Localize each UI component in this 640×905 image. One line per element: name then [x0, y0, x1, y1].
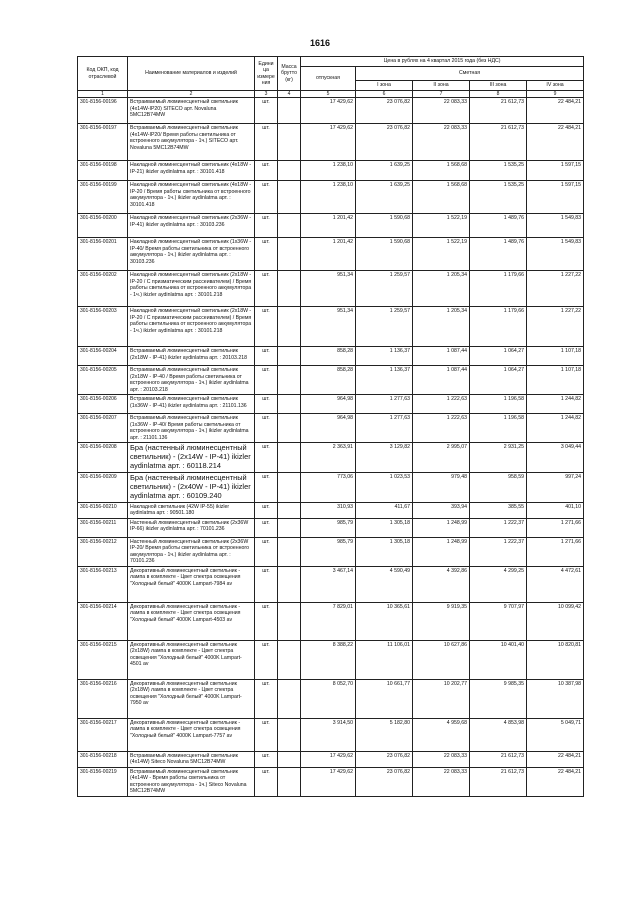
- row-unit: шт.: [255, 537, 278, 566]
- row-unit: шт.: [255, 124, 278, 161]
- row-name: Встраиваемый люминесцентный светильник (2x18W - IP-40 / Время работы светильника от встроенного аккумулятора - 1ч.) ikizler aydinlatma арт. : 20103.218: [128, 366, 255, 395]
- row-name: Накладной люминесцентный светильник (1x36W - IP-40/ Время работы светильника от встроенного аккумулятора - 1ч.) ikizler aydinlatma арт. : 30103.236: [128, 238, 255, 271]
- header-zone-1: I зона: [356, 81, 413, 91]
- row-zone-2-price: 1 222,63: [413, 395, 470, 414]
- row-mass: [278, 98, 301, 124]
- row-unit: шт.: [255, 767, 278, 796]
- row-zone-3-price: 21 612,73: [470, 98, 527, 124]
- row-unit: шт.: [255, 366, 278, 395]
- row-release-price: 2 363,91: [301, 443, 356, 473]
- row-zone-3-price: 9 985,35: [470, 679, 527, 718]
- row-zone-3-price: 1 179,66: [470, 271, 527, 307]
- row-unit: шт.: [255, 718, 278, 751]
- row-release-price: 985,79: [301, 537, 356, 566]
- row-zone-3-price: 10 401,40: [470, 640, 527, 679]
- row-mass: [278, 124, 301, 161]
- row-zone-1-price: 1 277,63: [356, 414, 413, 443]
- row-zone-1-price: 23 076,82: [356, 751, 413, 767]
- row-name: Накладной люминесцентный светильник (4x18W - IP-20 / Время работы светильника от встроенного аккумулятора - 1ч.) ikizler aydinlatma арт. : 30101.418: [128, 181, 255, 214]
- row-zone-3-price: 1 064,27: [470, 347, 527, 366]
- row-unit: шт.: [255, 443, 278, 473]
- row-unit: шт.: [255, 214, 278, 238]
- row-mass: [278, 271, 301, 307]
- table-row: [78, 602, 584, 640]
- row-name: Встраиваемый люминесцентный светильник (1x36W - IP-40/ Время работы светильника от встроенного аккумулятора - 1ч.) ikizler aydinlatma арт. : 21101.136: [128, 414, 255, 443]
- header-name: Наименование материалов и изделий: [128, 57, 255, 91]
- row-zone-2-price: 22 083,33: [413, 124, 470, 161]
- row-mass: [278, 679, 301, 718]
- row-mass: [278, 518, 301, 537]
- row-code: 301-8156-00215: [78, 640, 128, 679]
- row-release-price: 985,79: [301, 518, 356, 537]
- row-mass: [278, 347, 301, 366]
- row-unit: шт.: [255, 751, 278, 767]
- row-unit: шт.: [255, 238, 278, 271]
- row-code: 301-8156-00208: [78, 443, 128, 473]
- row-zone-3-price: 4 299,25: [470, 566, 527, 602]
- row-zone-3-price: 1 489,76: [470, 238, 527, 271]
- row-zone-4-price: 1 227,22: [527, 307, 584, 347]
- header-zone-3: III зона: [470, 81, 527, 91]
- row-mass: [278, 307, 301, 347]
- row-name: Бра (настенный люминесцентный светильник) - (2x14W - IP-41) ikizler aydinlatma арт. : 60118.214: [128, 443, 255, 473]
- row-zone-4-price: 997,24: [527, 472, 584, 502]
- row-zone-4-price: 4 472,61: [527, 566, 584, 602]
- row-zone-2-price: 10 627,86: [413, 640, 470, 679]
- row-code: 301-8156-00206: [78, 395, 128, 414]
- table-row: [78, 271, 584, 307]
- table-row: [78, 640, 584, 679]
- table-row: [78, 214, 584, 238]
- row-zone-4-price: 1 107,18: [527, 366, 584, 395]
- row-zone-1-price: 1 305,18: [356, 518, 413, 537]
- row-code: 301-8156-00207: [78, 414, 128, 443]
- table-row: [78, 161, 584, 181]
- row-mass: [278, 472, 301, 502]
- column-number: 3: [255, 91, 278, 98]
- row-zone-4-price: 22 484,21: [527, 98, 584, 124]
- row-zone-2-price: 979,48: [413, 472, 470, 502]
- row-zone-2-price: 1 522,19: [413, 214, 470, 238]
- row-zone-3-price: 21 612,73: [470, 751, 527, 767]
- row-mass: [278, 414, 301, 443]
- row-release-price: 858,28: [301, 366, 356, 395]
- table-row: [78, 767, 584, 796]
- row-release-price: 17 429,62: [301, 98, 356, 124]
- row-mass: [278, 161, 301, 181]
- row-name: Настенный люминесцентный светильник (2x36W IP-66) ikizler aydinlatma арт. : 70101.236: [128, 518, 255, 537]
- row-zone-3-price: 1 222,37: [470, 518, 527, 537]
- row-name: Накладной светильник (42W IP-55) ikizler aydinlatma арт. : 90501.180: [128, 502, 255, 518]
- row-code: 301-8156-00202: [78, 271, 128, 307]
- row-release-price: 8 388,22: [301, 640, 356, 679]
- table-header: [78, 57, 584, 98]
- row-zone-2-price: 2 995,07: [413, 443, 470, 473]
- column-number: 5: [301, 91, 356, 98]
- row-zone-4-price: 10 820,81: [527, 640, 584, 679]
- column-numbers-row: [78, 91, 584, 98]
- row-zone-3-price: 1 196,58: [470, 395, 527, 414]
- row-zone-1-price: 23 076,82: [356, 124, 413, 161]
- row-zone-1-price: 1 259,57: [356, 271, 413, 307]
- row-zone-4-price: 1 597,15: [527, 181, 584, 214]
- row-zone-3-price: 385,55: [470, 502, 527, 518]
- row-code: 301-8156-00211: [78, 518, 128, 537]
- row-name: Настенный люминесцентный светильник (2x36W IP-20/ Время работы светильника от встроенного аккумулятора - 1ч.) ikizler aydinlatma арт. : 70101.236: [128, 537, 255, 566]
- row-zone-2-price: 4 392,86: [413, 566, 470, 602]
- row-code: 301-8156-00216: [78, 679, 128, 718]
- row-zone-1-price: 1 136,37: [356, 366, 413, 395]
- table-row: [78, 414, 584, 443]
- row-zone-4-price: 1 597,15: [527, 161, 584, 181]
- row-zone-3-price: 958,59: [470, 472, 527, 502]
- row-zone-1-price: 23 076,82: [356, 767, 413, 796]
- row-code: 301-8156-00204: [78, 347, 128, 366]
- row-release-price: 1 238,10: [301, 161, 356, 181]
- row-zone-3-price: 9 707,97: [470, 602, 527, 640]
- table-row: [78, 181, 584, 214]
- row-mass: [278, 214, 301, 238]
- row-zone-3-price: 1 535,25: [470, 181, 527, 214]
- row-zone-4-price: 401,10: [527, 502, 584, 518]
- table-row: [78, 566, 584, 602]
- row-zone-1-price: 4 590,49: [356, 566, 413, 602]
- row-zone-3-price: 4 853,98: [470, 718, 527, 751]
- row-mass: [278, 751, 301, 767]
- row-zone-4-price: 22 484,21: [527, 767, 584, 796]
- row-zone-4-price: 22 484,21: [527, 751, 584, 767]
- row-mass: [278, 537, 301, 566]
- row-name: Встраиваемый люминесцентный светильник (4x14W-IP20) SITECO арт. Novaluna 5MC12B74MW: [128, 98, 255, 124]
- row-release-price: 964,98: [301, 414, 356, 443]
- column-number: 6: [356, 91, 413, 98]
- table-row: [78, 472, 584, 502]
- row-zone-2-price: 22 083,33: [413, 98, 470, 124]
- row-zone-4-price: 5 049,71: [527, 718, 584, 751]
- row-mass: [278, 502, 301, 518]
- row-name: Декоративный люминесцентный светильник (2x18W) лампа в комплекте - Цвет спектра освещения "Холодный белый" 4000K Lampart-4501 av: [128, 640, 255, 679]
- row-release-price: 310,93: [301, 502, 356, 518]
- row-zone-1-price: 1 639,25: [356, 181, 413, 214]
- row-zone-3-price: 21 612,73: [470, 767, 527, 796]
- row-code: 301-8156-00201: [78, 238, 128, 271]
- table-body: [78, 98, 584, 796]
- table-row: [78, 98, 584, 124]
- row-mass: [278, 718, 301, 751]
- column-number: 2: [128, 91, 255, 98]
- row-zone-4-price: 1 244,82: [527, 395, 584, 414]
- header-unit: Едини ца измере ния: [255, 57, 278, 91]
- row-release-price: 3 914,50: [301, 718, 356, 751]
- row-zone-4-price: 1 271,66: [527, 537, 584, 566]
- column-number: 9: [527, 91, 584, 98]
- row-unit: шт.: [255, 472, 278, 502]
- page-number: 1616: [309, 38, 331, 48]
- row-zone-1-price: 1 305,18: [356, 537, 413, 566]
- row-zone-4-price: 1 227,22: [527, 271, 584, 307]
- row-release-price: 7 829,01: [301, 602, 356, 640]
- row-name: Встраиваемый люминесцентный светильник (4x14W-IP20/ Время работы светильника от встроенного аккумулятора - 1ч.) SITECO арт. Novaluna 5MC12B74MW: [128, 124, 255, 161]
- row-release-price: 1 201,42: [301, 214, 356, 238]
- row-unit: шт.: [255, 307, 278, 347]
- row-unit: шт.: [255, 395, 278, 414]
- row-unit: шт.: [255, 414, 278, 443]
- row-zone-1-price: 23 076,82: [356, 98, 413, 124]
- header-release: отпускная: [301, 67, 356, 91]
- header-price-group: Цена в рублях на 4 квартал 2015 года (без НДС): [301, 57, 584, 67]
- column-number: 7: [413, 91, 470, 98]
- row-release-price: 17 429,62: [301, 767, 356, 796]
- row-zone-3-price: 2 931,25: [470, 443, 527, 473]
- row-zone-3-price: 1 222,37: [470, 537, 527, 566]
- row-code: 301-8156-00196: [78, 98, 128, 124]
- row-release-price: 951,34: [301, 271, 356, 307]
- row-name: Накладной люминесцентный светильник (2x36W - IP-41) ikizler aydinlatma арт. : 30103.236: [128, 214, 255, 238]
- row-name: Накладной люминесцентный светильник (2x18W - IP-20 / С призматическим рассеивателем) / Время работы светильника от встроенного аккумулятора - 1ч.) ikizler aydinlatma арт. : 30101.218: [128, 271, 255, 307]
- row-zone-4-price: 10 387,98: [527, 679, 584, 718]
- row-zone-1-price: 5 182,80: [356, 718, 413, 751]
- row-zone-1-price: 10 365,61: [356, 602, 413, 640]
- row-mass: [278, 395, 301, 414]
- row-zone-2-price: 1 087,44: [413, 366, 470, 395]
- row-mass: [278, 640, 301, 679]
- table-row: [78, 679, 584, 718]
- row-code: 301-8156-00209: [78, 472, 128, 502]
- table-row: [78, 366, 584, 395]
- row-zone-1-price: 3 129,82: [356, 443, 413, 473]
- row-release-price: 17 429,62: [301, 124, 356, 161]
- table-row: [78, 307, 584, 347]
- header-code: Код ОКП, код отраслевой: [78, 57, 128, 91]
- row-mass: [278, 767, 301, 796]
- row-name: Встраиваемый люминесцентный светильник (1x36W - IP-41) ikizler aydinlatma арт. : 21101.136: [128, 395, 255, 414]
- column-number: 1: [78, 91, 128, 98]
- row-zone-1-price: 10 661,77: [356, 679, 413, 718]
- row-zone-4-price: 10 099,42: [527, 602, 584, 640]
- row-name: Накладной люминесцентный светильник (4x18W - IP-21) ikizler aydinlatma арт. : 30101.418: [128, 161, 255, 181]
- row-release-price: 1 201,42: [301, 238, 356, 271]
- row-release-price: 951,34: [301, 307, 356, 347]
- row-mass: [278, 443, 301, 473]
- table-row: [78, 443, 584, 473]
- row-unit: шт.: [255, 640, 278, 679]
- row-zone-1-price: 1 259,57: [356, 307, 413, 347]
- row-release-price: 8 052,70: [301, 679, 356, 718]
- row-mass: [278, 366, 301, 395]
- row-code: 301-8156-00210: [78, 502, 128, 518]
- row-name: Встраиваемый люминесцентный светильник (4x14W) Siteco Novaluna 5MC12B74MW: [128, 751, 255, 767]
- row-name: Декоративный люминесцентный светильник - лампа в комплекте - Цвет спектра освещения "Холодный белый" 4000K Lampart-7757 av: [128, 718, 255, 751]
- row-zone-2-price: 1 205,34: [413, 307, 470, 347]
- row-zone-2-price: 4 959,68: [413, 718, 470, 751]
- row-code: 301-8156-00197: [78, 124, 128, 161]
- row-zone-2-price: 1 568,68: [413, 161, 470, 181]
- row-zone-1-price: 1 277,63: [356, 395, 413, 414]
- row-name: Декоративный люминесцентный светильник (2x18W) лампа в комплекте - Цвет спектра освещения "Холодный белый" 4000K Lampart-7950 av: [128, 679, 255, 718]
- row-release-price: 3 467,14: [301, 566, 356, 602]
- row-name: Встраиваемый люминесцентный светильник (4x14W - Время работы светильника от встроенного аккумулятора - 1ч.) Siteco Novaluna 5MC12B74MW: [128, 767, 255, 796]
- row-zone-2-price: 22 083,33: [413, 767, 470, 796]
- row-name: Встраиваемый люминесцентный светильник (2x18W - IP-41) ikizler aydinlatma арт. : 20103.218: [128, 347, 255, 366]
- table-row: [78, 751, 584, 767]
- row-zone-2-price: 1 087,44: [413, 347, 470, 366]
- row-zone-1-price: 1 590,68: [356, 238, 413, 271]
- table-row: [78, 518, 584, 537]
- row-mass: [278, 566, 301, 602]
- row-zone-4-price: 1 549,83: [527, 214, 584, 238]
- row-mass: [278, 181, 301, 214]
- row-zone-3-price: 1 535,25: [470, 161, 527, 181]
- row-zone-1-price: 1 023,53: [356, 472, 413, 502]
- row-code: 301-8156-00218: [78, 751, 128, 767]
- row-zone-4-price: 1 107,18: [527, 347, 584, 366]
- row-zone-2-price: 1 522,19: [413, 238, 470, 271]
- price-table: [77, 56, 584, 797]
- row-unit: шт.: [255, 566, 278, 602]
- row-zone-4-price: 3 049,44: [527, 443, 584, 473]
- row-zone-2-price: 1 222,63: [413, 414, 470, 443]
- row-zone-1-price: 1 136,37: [356, 347, 413, 366]
- row-code: 301-8156-00200: [78, 214, 128, 238]
- row-unit: шт.: [255, 181, 278, 214]
- row-zone-3-price: 1 489,76: [470, 214, 527, 238]
- table-row: [78, 718, 584, 751]
- row-zone-3-price: 1 064,27: [470, 366, 527, 395]
- row-code: 301-8156-00205: [78, 366, 128, 395]
- row-code: 301-8156-00212: [78, 537, 128, 566]
- row-zone-4-price: 1 271,66: [527, 518, 584, 537]
- row-unit: шт.: [255, 347, 278, 366]
- row-zone-3-price: 1 196,58: [470, 414, 527, 443]
- row-zone-2-price: 10 202,77: [413, 679, 470, 718]
- row-code: 301-8156-00214: [78, 602, 128, 640]
- header-mass: Масса брутто (кг): [278, 57, 301, 91]
- column-number: 4: [278, 91, 301, 98]
- row-zone-1-price: 1 639,25: [356, 161, 413, 181]
- row-zone-2-price: 393,94: [413, 502, 470, 518]
- row-code: 301-8156-00217: [78, 718, 128, 751]
- row-release-price: 964,98: [301, 395, 356, 414]
- row-unit: шт.: [255, 518, 278, 537]
- row-code: 301-8156-00203: [78, 307, 128, 347]
- table-row: [78, 395, 584, 414]
- row-unit: шт.: [255, 602, 278, 640]
- table-row: [78, 124, 584, 161]
- row-unit: шт.: [255, 271, 278, 307]
- row-zone-4-price: 1 244,82: [527, 414, 584, 443]
- row-unit: шт.: [255, 98, 278, 124]
- row-code: 301-8156-00199: [78, 181, 128, 214]
- row-zone-1-price: 1 590,68: [356, 214, 413, 238]
- row-zone-4-price: 1 549,83: [527, 238, 584, 271]
- row-name: Декоративный люминесцентный светильник - лампа в комплекте - Цвет спектра освещения "Холодный белый" 4000K Lampart-7984 av: [128, 566, 255, 602]
- row-zone-2-price: 1 248,99: [413, 518, 470, 537]
- table-row: [78, 238, 584, 271]
- table-row: [78, 502, 584, 518]
- row-zone-2-price: 1 248,99: [413, 537, 470, 566]
- row-zone-1-price: 411,67: [356, 502, 413, 518]
- column-number: 8: [470, 91, 527, 98]
- row-zone-3-price: 21 612,73: [470, 124, 527, 161]
- row-release-price: 17 429,62: [301, 751, 356, 767]
- row-release-price: 773,06: [301, 472, 356, 502]
- row-mass: [278, 238, 301, 271]
- row-zone-4-price: 22 484,21: [527, 124, 584, 161]
- row-zone-3-price: 1 179,66: [470, 307, 527, 347]
- row-name: Бра (настенный люминесцентный светильник) - (2x40W - IP-41) ikizler aydinlatma арт. : 60109.240: [128, 472, 255, 502]
- row-zone-2-price: 22 083,33: [413, 751, 470, 767]
- header-zone-4: IV зона: [527, 81, 584, 91]
- header-zone-2: II зона: [413, 81, 470, 91]
- row-name: Накладной люминесцентный светильник (2x18W - IP-20 / С призматическим рассеивателем) / Время работы светильника от встроенного аккумулятора - 1ч.) ikizler aydinlatma арт. : 30101.218: [128, 307, 255, 347]
- row-zone-1-price: 11 106,01: [356, 640, 413, 679]
- table-row: [78, 347, 584, 366]
- row-name: Декоративный люминесцентный светильник - лампа в комплекте - Цвет спектра освещения "Холодный белый" 4000K Lampart-4503 av: [128, 602, 255, 640]
- table-row: [78, 537, 584, 566]
- row-code: 301-8156-00213: [78, 566, 128, 602]
- row-zone-2-price: 1 568,68: [413, 181, 470, 214]
- header-estimate: Сметная: [356, 67, 584, 81]
- row-release-price: 1 238,10: [301, 181, 356, 214]
- row-mass: [278, 602, 301, 640]
- row-unit: шт.: [255, 502, 278, 518]
- row-code: 301-8156-00198: [78, 161, 128, 181]
- row-release-price: 858,28: [301, 347, 356, 366]
- row-zone-2-price: 9 919,35: [413, 602, 470, 640]
- row-unit: шт.: [255, 161, 278, 181]
- row-unit: шт.: [255, 679, 278, 718]
- row-code: 301-8156-00219: [78, 767, 128, 796]
- row-zone-2-price: 1 205,34: [413, 271, 470, 307]
